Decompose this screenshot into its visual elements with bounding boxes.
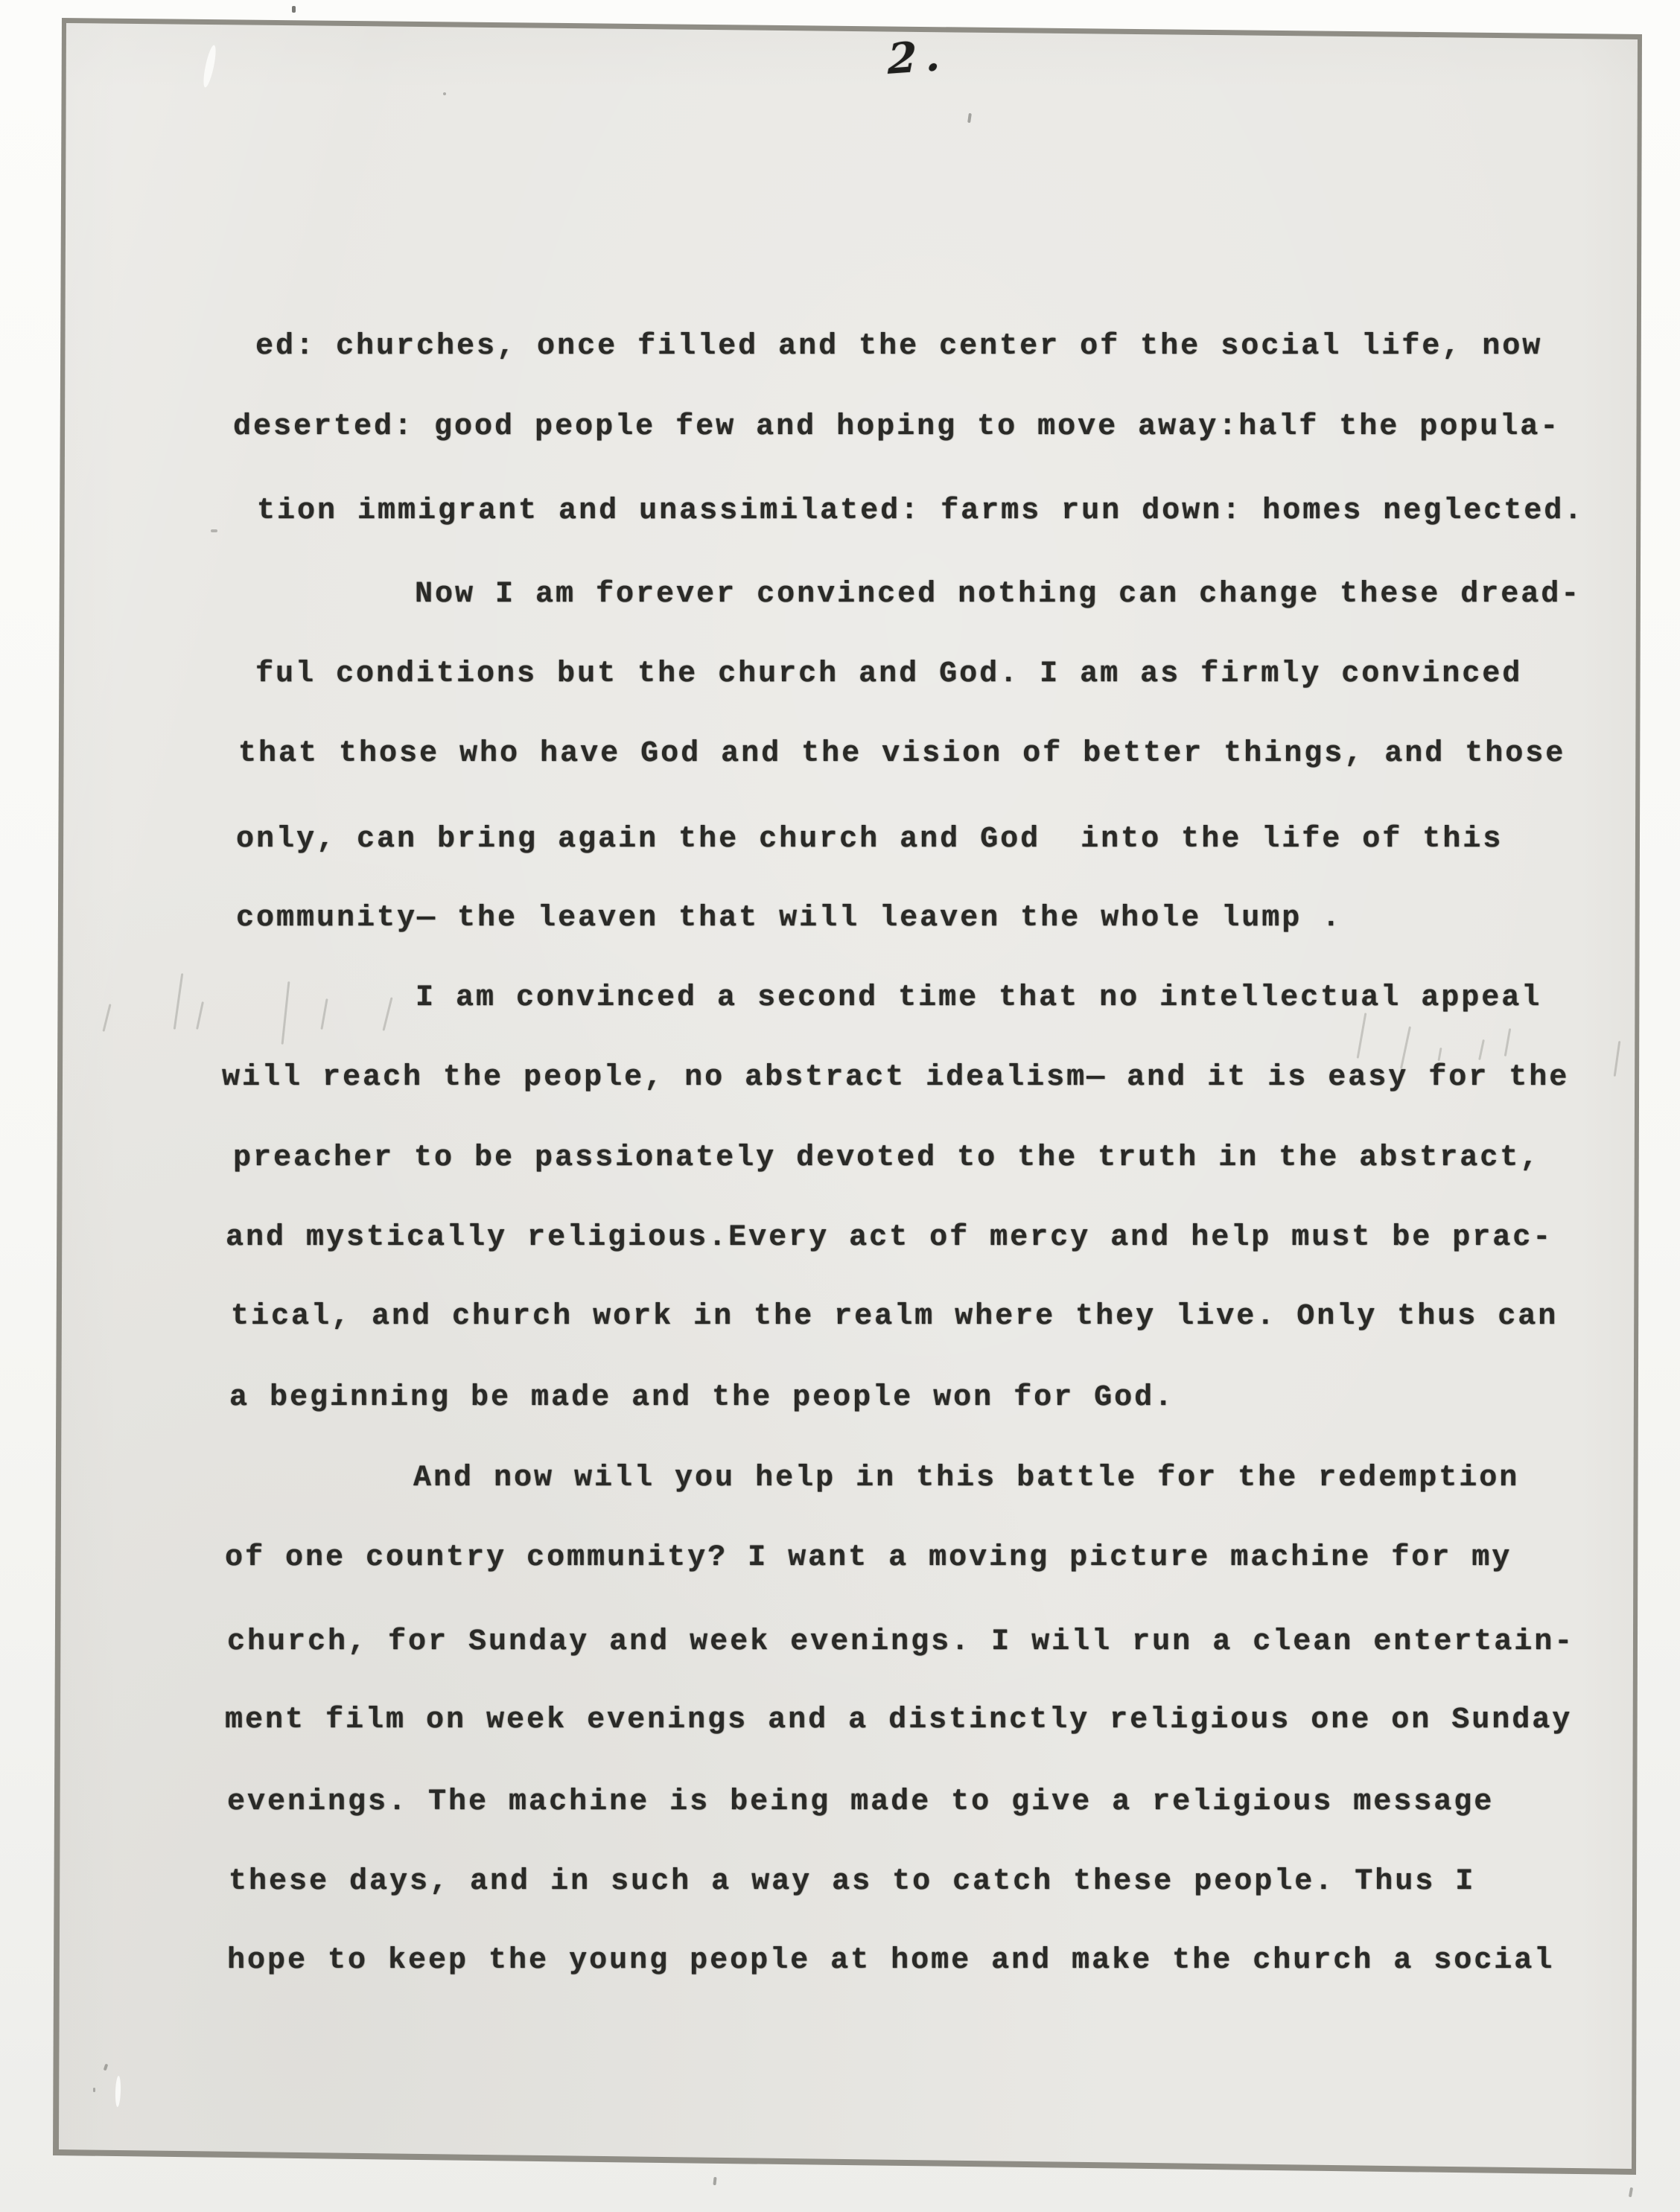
typed-line: deserted: good people few and hoping to move away:half the popula- — [233, 410, 1561, 444]
typed-line: evenings. The machine is being made to give a religious message — [227, 1785, 1495, 1819]
typed-line: these days, and in such a way as to catch these people. Thus I — [229, 1865, 1476, 1899]
ink-speck — [211, 529, 217, 532]
ink-speck — [443, 92, 446, 95]
typed-line: I am convinced a second time that no intellectual appeal — [416, 981, 1542, 1015]
typed-line: preacher to be passionately devoted to the truth in the abstract, — [233, 1141, 1541, 1175]
typed-line: And now will you help in this battle for the redemption — [413, 1462, 1520, 1495]
typed-line: community— the leaven that will leaven the whole lump . — [236, 902, 1343, 935]
typed-line: a beginning be made and the people won for God. — [229, 1381, 1175, 1415]
typed-line: Now I am forever convinced nothing can change these dread- — [415, 578, 1582, 611]
typed-line: ful conditions but the church and God. I am as firmly convinced — [255, 657, 1523, 691]
ink-speck — [93, 2088, 95, 2092]
typed-line: of one country community? I want a moving picture machine for my — [225, 1541, 1512, 1575]
typed-line: tical, and church work in the realm where they live. Only thus can — [231, 1300, 1559, 1333]
typed-line: church, for Sunday and week evenings. I will run a clean entertain- — [227, 1625, 1575, 1659]
typed-line: will reach the people, no abstract idealism— and it is easy for the — [222, 1061, 1570, 1094]
typed-line: only, can bring again the church and God into the life of this — [236, 823, 1504, 856]
page-number-handwritten: 2. — [888, 31, 949, 84]
typed-line: that those who have God and the vision of better things, and those — [238, 737, 1566, 771]
typed-line: hope to keep the young people at home and make the church a social — [227, 1944, 1555, 1977]
typed-line: and mystically religious.Every act of mercy and help must be prac- — [226, 1221, 1553, 1255]
ink-speck — [292, 6, 296, 13]
typed-line: ment film on week evenings and a distinctly religious one on Sunday — [225, 1703, 1573, 1737]
typed-line: tion immigrant and unassimilated: farms run down: homes neglected. — [257, 494, 1585, 528]
typed-line: ed: churches, once filled and the center of the social life, now — [255, 330, 1543, 363]
